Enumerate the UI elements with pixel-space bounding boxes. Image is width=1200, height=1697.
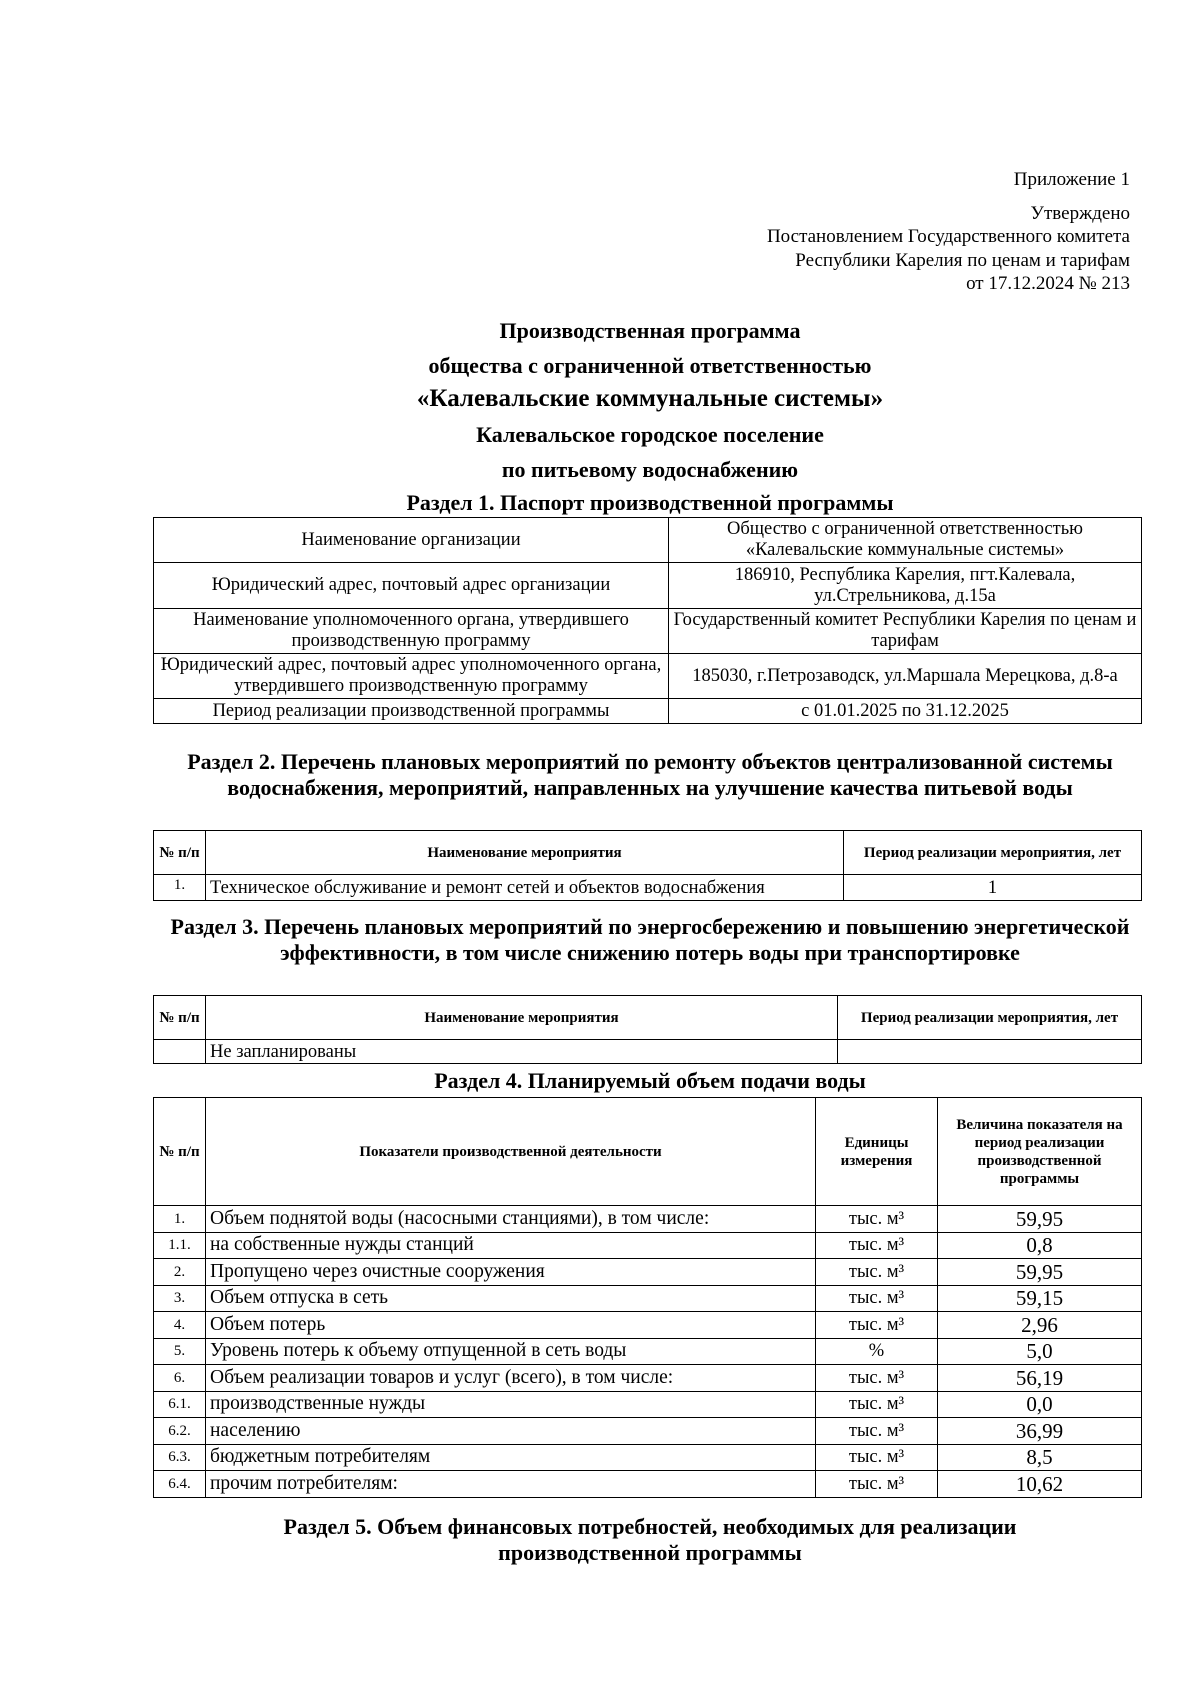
col-header-indicator: Показатели производственной деятельности xyxy=(206,1098,816,1206)
section-5-title: Раздел 5. Объем финансовых потребностей, необходимых для реализации производственной программы xyxy=(283,1514,1017,1565)
passport-label: Юридический адрес, почтовый адрес организации xyxy=(154,563,669,609)
water-supply-volume-table xyxy=(153,1097,1142,1498)
table-row xyxy=(154,1232,1142,1259)
decree-line-2: Республики Карелия по ценам и тарифам xyxy=(795,249,1130,271)
table-row xyxy=(154,1444,1142,1471)
title-line-3: «Калевальские коммунальные системы» xyxy=(416,385,884,412)
table-row xyxy=(154,563,1142,609)
row-name: Не запланированы xyxy=(206,1040,838,1064)
passport-value: Государственный комитет Республики Карелия по ценам и тарифам xyxy=(669,609,1142,654)
row-value: 59,95 xyxy=(938,1206,1142,1233)
row-num: 6.3. xyxy=(154,1444,206,1471)
decree-date: от 17.12.2024 № 213 xyxy=(966,273,1130,294)
col-header-name: Наименование мероприятия xyxy=(206,831,844,875)
title-line-1: Производственная программа xyxy=(499,318,801,343)
row-value: 0,0 xyxy=(938,1391,1142,1418)
row-indicator: населению xyxy=(206,1418,816,1445)
row-value: 0,8 xyxy=(938,1232,1142,1259)
row-unit: тыс. м³ xyxy=(816,1232,938,1259)
row-unit: тыс. м³ xyxy=(816,1312,938,1339)
row-unit: тыс. м³ xyxy=(816,1418,938,1445)
table-row xyxy=(154,1312,1142,1339)
row-unit: тыс. м³ xyxy=(816,1365,938,1392)
row-indicator: Объем поднятой воды (насосными станциями), в том числе: xyxy=(206,1206,816,1233)
row-num: 6.4. xyxy=(154,1471,206,1498)
col-header-num: № п/п xyxy=(154,831,206,875)
row-num: 2. xyxy=(154,1259,206,1286)
row-unit: тыс. м³ xyxy=(816,1391,938,1418)
table-row xyxy=(154,1391,1142,1418)
row-indicator: на собственные нужды станций xyxy=(206,1232,816,1259)
row-value: 59,95 xyxy=(938,1259,1142,1286)
table-header-row xyxy=(154,831,1142,875)
row-value: 36,99 xyxy=(938,1418,1142,1445)
section-2-title: Раздел 2. Перечень плановых мероприятий по ремонту объектов централизованной системы водоснабжения, мероприятий, направленных на улучшение качества питьевой воды xyxy=(187,749,1113,800)
row-num: 3. xyxy=(154,1285,206,1312)
appendix-label: Приложение 1 xyxy=(1013,169,1130,190)
table-header-row xyxy=(154,1098,1142,1206)
section-3-title: Раздел 3. Перечень плановых мероприятий по энергосбережению и повышению энергетической эффективности, в том числе снижению потерь воды при транспортировке xyxy=(170,914,1130,965)
document-title xyxy=(160,317,1140,484)
passport-label: Юридический адрес, почтовый адрес уполномоченного органа, утвердившего производственную программу xyxy=(154,654,669,699)
table-row xyxy=(154,654,1142,699)
approval-stamp xyxy=(767,168,1130,296)
row-unit: тыс. м³ xyxy=(816,1259,938,1286)
section-1-title: Раздел 1. Паспорт производственной программы xyxy=(406,490,894,515)
row-indicator: бюджетным потребителям xyxy=(206,1444,816,1471)
table-row xyxy=(154,699,1142,724)
row-indicator: прочим потребителям: xyxy=(206,1471,816,1498)
table-row xyxy=(154,1040,1142,1064)
section-4-title: Раздел 4. Планируемый объем подачи воды xyxy=(434,1068,866,1093)
row-unit: тыс. м³ xyxy=(816,1285,938,1312)
table-row xyxy=(154,1285,1142,1312)
row-num: 6. xyxy=(154,1365,206,1392)
passport-value: с 01.01.2025 по 31.12.2025 xyxy=(669,699,1142,724)
table-row xyxy=(154,1206,1142,1233)
row-period xyxy=(838,1040,1142,1064)
row-num: 1. xyxy=(154,1206,206,1233)
row-value: 5,0 xyxy=(938,1338,1142,1365)
table-header-row xyxy=(154,996,1142,1040)
energy-measures-table xyxy=(153,995,1142,1064)
row-value: 56,19 xyxy=(938,1365,1142,1392)
passport-value: 185030, г.Петрозаводск, ул.Маршала Мерецкова, д.8-а xyxy=(669,654,1142,699)
row-indicator: Пропущено через очистные сооружения xyxy=(206,1259,816,1286)
table-row xyxy=(154,1365,1142,1392)
row-value: 10,62 xyxy=(938,1471,1142,1498)
row-unit: % xyxy=(816,1338,938,1365)
row-num: 5. xyxy=(154,1338,206,1365)
row-value: 59,15 xyxy=(938,1285,1142,1312)
row-indicator: производственные нужды xyxy=(206,1391,816,1418)
table-row xyxy=(154,609,1142,654)
title-line-5: по питьевому водоснабжению xyxy=(501,457,799,482)
passport-label: Наименование уполномоченного органа, утвердившего производственную программу xyxy=(154,609,669,654)
row-period: 1 xyxy=(844,875,1142,901)
col-header-unit: Единицы измерения xyxy=(816,1098,938,1206)
row-name: Техническое обслуживание и ремонт сетей и объектов водоснабжения xyxy=(206,875,844,901)
table-row xyxy=(154,1338,1142,1365)
row-num: 6.2. xyxy=(154,1418,206,1445)
passport-label: Период реализации производственной программы xyxy=(154,699,669,724)
table-row xyxy=(154,1471,1142,1498)
row-unit: тыс. м³ xyxy=(816,1206,938,1233)
col-header-name: Наименование мероприятия xyxy=(206,996,838,1040)
row-num xyxy=(154,1040,206,1064)
table-row xyxy=(154,518,1142,563)
passport-value: Общество с ограниченной ответственностью «Калевальские коммунальные системы» xyxy=(669,518,1142,563)
table-row xyxy=(154,1418,1142,1445)
row-value: 2,96 xyxy=(938,1312,1142,1339)
row-unit: тыс. м³ xyxy=(816,1471,938,1498)
row-indicator: Уровень потерь к объему отпущенной в сеть воды xyxy=(206,1338,816,1365)
col-header-value: Величина показателя на период реализации производственной программы xyxy=(938,1098,1142,1206)
col-header-num: № п/п xyxy=(154,1098,206,1206)
decree-line-1: Постановлением Государственного комитета xyxy=(766,226,1130,247)
table-row xyxy=(154,1259,1142,1286)
repair-measures-table xyxy=(153,830,1142,901)
row-unit: тыс. м³ xyxy=(816,1444,938,1471)
row-num: 1. xyxy=(154,875,206,901)
passport-table xyxy=(153,517,1142,724)
row-indicator: Объем потерь xyxy=(206,1312,816,1339)
col-header-period: Период реализации мероприятия, лет xyxy=(844,831,1142,875)
row-value: 8,5 xyxy=(938,1444,1142,1471)
table-row xyxy=(154,875,1142,901)
row-num: 4. xyxy=(154,1312,206,1339)
row-num: 1.1. xyxy=(154,1232,206,1259)
title-line-4: Калевальское городское поселение xyxy=(476,422,824,447)
title-line-2: общества с ограниченной ответственностью xyxy=(428,353,872,378)
row-indicator: Объем реализации товаров и услуг (всего), в том числе: xyxy=(206,1365,816,1392)
row-num: 6.1. xyxy=(154,1391,206,1418)
row-indicator: Объем отпуска в сеть xyxy=(206,1285,816,1312)
col-header-period: Период реализации мероприятия, лет xyxy=(838,996,1142,1040)
approved-label: Утверждено xyxy=(1030,202,1130,224)
passport-label: Наименование организации xyxy=(154,518,669,563)
col-header-num: № п/п xyxy=(154,996,206,1040)
passport-value: 186910, Республика Карелия, пгт.Калевала, ул.Стрельникова, д.15а xyxy=(669,563,1142,609)
